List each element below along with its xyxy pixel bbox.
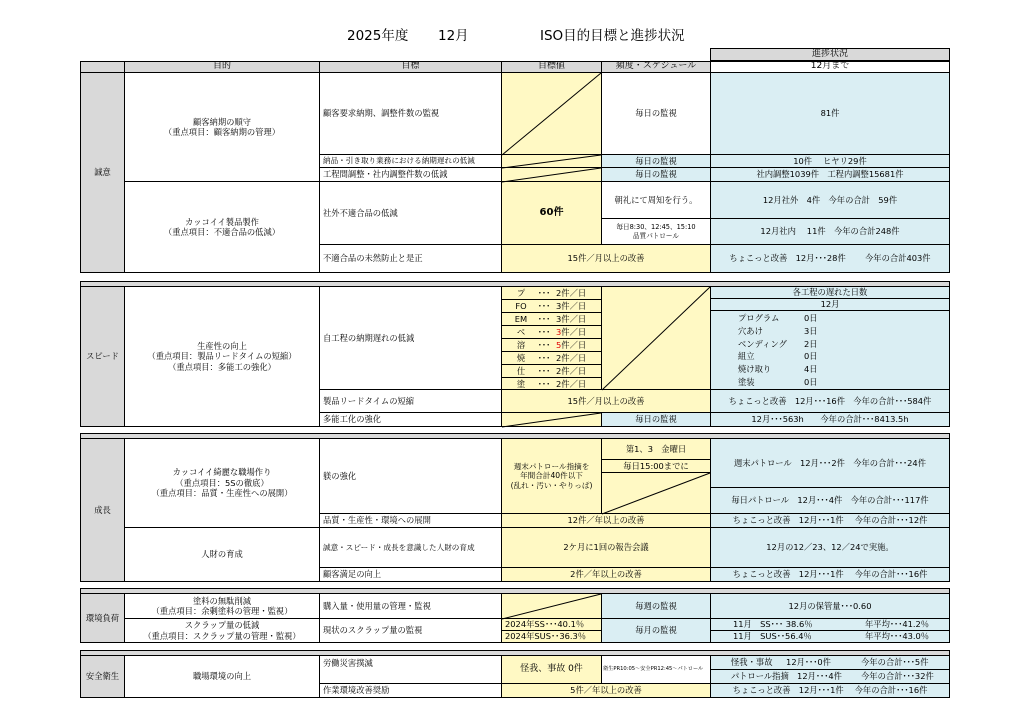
purpose-line: （重点項目：不適合品の低減） [163, 227, 281, 237]
freq-cell: 第1、3 金曜日 [601, 438, 711, 460]
status-cell: 12月社内 11件 今年の合計248件 [710, 218, 950, 245]
purpose-line: （重点項目：余剰塗料の管理・監視） [151, 606, 293, 616]
process-dots: ･･･ [537, 287, 551, 298]
section-label-seicho: 成長 [80, 438, 125, 582]
header-target: 目標 [319, 61, 502, 73]
process-target-unit: 件／日 [561, 365, 587, 376]
process-dots: ･･･ [537, 313, 551, 324]
purpose-delivery [124, 72, 320, 182]
delay-day-row [738, 338, 818, 350]
section-label-anzen: 安全衛生 [80, 655, 125, 698]
value-cell-diagonal [501, 593, 602, 619]
status-cell: 12月･･･563h 今年の合計･･･8413.5h [710, 412, 950, 427]
title-year: 2025年度 [347, 28, 409, 44]
purpose-line: 生産性の向上 [197, 340, 247, 351]
freq-cell: 毎日の監視 [601, 72, 711, 155]
freq-line: 毎日8:30、12:45、15:10 [616, 223, 696, 232]
freq-line: 品質パトロール [633, 231, 679, 240]
section-label-kankyo: 環境負荷 [80, 593, 125, 643]
target-cell: 現状のスクラップ量の監視 [319, 618, 502, 643]
delay-day-row [738, 363, 818, 375]
process-dots: ･･･ [537, 339, 551, 350]
value-cell: 2024年SS･･･40.1％ [501, 618, 602, 631]
purpose-paint [124, 593, 320, 619]
process-target-unit: 件／日 [561, 352, 587, 363]
purpose-line: （重点項目：品質・生産性への展開） [151, 488, 293, 499]
process-target-number: 2 [556, 365, 562, 376]
process-code: ベ [516, 326, 526, 337]
process-code: 焼 [516, 352, 526, 363]
process-target-unit: 件／日 [561, 300, 587, 311]
target-cell: 躾の強化 [319, 438, 502, 514]
value-cell-diagonal [501, 412, 602, 427]
value-cell: 12件／年以上の改善 [501, 513, 711, 528]
freq-cell: 衛生PR10:05～安全PR12:45～パトロール [601, 655, 711, 684]
purpose-line: （重点項目：スクラップ量の管理・監視） [143, 630, 301, 641]
status-part: 今年の合計･･･32件 [861, 671, 934, 682]
purpose-line: カッコイイ製品製作 [185, 216, 259, 227]
value-cell: 15件／月以上の改善 [501, 244, 711, 273]
process-dots: ･･･ [537, 326, 551, 337]
process-name: プログラム [738, 313, 780, 323]
purpose-line: 顧客納期の順守 [192, 116, 252, 127]
status-cell: ちょこっと改善 12月･･･28件 今年の合計403件 [710, 244, 950, 273]
target-cell: 多能工化の強化 [319, 412, 502, 427]
value-cell: 2ケ月に1回の報告会議 [501, 527, 711, 568]
freq-cell: 毎日15:00までに [601, 459, 711, 473]
process-dots: ･･･ [537, 300, 551, 311]
purpose-scrap [124, 618, 320, 643]
status-cell: 12月の保管量･･･0.60 [710, 593, 950, 619]
process-dots: ･･･ [537, 365, 551, 376]
process-code: プ [516, 287, 526, 298]
process-code: 溶 [516, 339, 526, 350]
delay-day-row [738, 350, 818, 362]
delay-days: 0日 [804, 351, 818, 362]
value-cell: 2024年SUS･･36.3％ [501, 630, 602, 643]
status-part: 年平均･･･41.2％ [865, 619, 930, 630]
process-target-number: 3 [556, 326, 562, 337]
purpose-line: （重点項目：製品リードタイムの短縮） [147, 351, 297, 362]
title-month: 12月 [438, 28, 469, 44]
purpose-workplace [124, 438, 320, 528]
process-target-row [501, 351, 602, 365]
delay-days: 4日 [804, 364, 818, 375]
value-line: (乱れ・汚い・やりっぱ) [510, 480, 593, 490]
status-part: 怪我・事故 12月･･･0件 [731, 657, 831, 668]
header-frequency: 頻度・スケジュール [601, 61, 711, 73]
freq-cell: 毎日の監視 [601, 154, 711, 168]
target-cell: 誠意・スピード・成長を意識した人財の育成 [319, 527, 502, 568]
process-target-row [501, 364, 602, 378]
process-code: 仕 [516, 365, 526, 376]
delay-day-row [738, 325, 818, 337]
process-target-number: 3 [556, 300, 562, 311]
section-label-seii: 誠意 [80, 72, 125, 273]
freq-cell: 毎週の監視 [601, 593, 711, 619]
status-part: 今年の合計･･･5件 [861, 657, 929, 668]
section-label-speed: スピード [80, 286, 125, 427]
freq-cell [601, 218, 711, 245]
purpose-quality [124, 181, 320, 273]
value-cell: 60件 [501, 181, 602, 245]
status-cell: 12月の12／23、12／24で実施。 [710, 527, 950, 568]
value-line: 年間合計40件以下 [520, 471, 583, 481]
header-month-to-date: 12月まで [710, 61, 950, 73]
header-purpose: 目的 [124, 61, 320, 73]
purpose-productivity [124, 286, 320, 427]
value-line: 週末パトロール指摘を [513, 461, 590, 471]
status-month: 12月 [710, 298, 950, 311]
freq-cell: 毎日の監視 [601, 167, 711, 182]
target-cell: 社外不適合品の低減 [319, 181, 502, 245]
status-cell [710, 630, 950, 643]
status-cell: 12月社外 4件 今年の合計 59件 [710, 181, 950, 219]
process-target-row [501, 286, 602, 300]
purpose-line: （重点項目：顧客納期の管理） [163, 127, 281, 137]
process-name: ベンディング [738, 338, 787, 349]
progress-header: 進捗状況 [710, 48, 950, 61]
delay-days: 3日 [804, 325, 818, 336]
purpose-line: スクラップ量の低減 [184, 620, 260, 631]
delay-days: 0日 [804, 313, 818, 323]
target-cell: 労働災害撲滅 [319, 655, 502, 684]
target-cell: 不適合品の未然防止と是正 [319, 244, 502, 273]
value-cell: 2件／年以上の改善 [501, 567, 711, 582]
status-cell: ちょこっと改善 12月･･･1件 今年の合計･･･16件 [710, 567, 950, 582]
process-dots: ･･･ [537, 378, 551, 389]
process-dots: ･･･ [537, 352, 551, 363]
value-cell-diagonal [501, 72, 602, 155]
delay-day-row [738, 376, 818, 388]
process-target-number: 2 [556, 287, 562, 298]
process-target-number: 2 [556, 378, 562, 389]
target-cell: 納品・引き取り業務における納期遅れの低減 [319, 154, 502, 168]
process-name: 組立 [738, 351, 755, 362]
purpose-line: カッコイイ綺麗な職場作り [172, 467, 272, 478]
status-cell: 毎日パトロール 12月･･･4件 今年の合計･･･117件 [710, 487, 950, 514]
status-cell: 10件 ヒヤリ29件 [710, 154, 950, 168]
delay-day-row [738, 312, 818, 324]
status-cell [710, 669, 950, 684]
process-code: FO [515, 300, 527, 311]
target-cell: 顧客要求納期、調整件数の監視 [319, 72, 502, 155]
freq-cell-diagonal [601, 286, 711, 390]
process-target-row [501, 338, 602, 352]
purpose-line: （重点項目：多能工の強化） [168, 361, 276, 372]
process-code: 塗 [516, 378, 526, 389]
process-name: 穴あけ [738, 325, 763, 336]
status-cell: 週末パトロール 12月･･･2件 今年の合計･･･24件 [710, 438, 950, 488]
process-target-number: 5 [556, 339, 562, 350]
process-target-row [501, 299, 602, 313]
purpose-line: 塗料の無駄削減 [192, 595, 252, 606]
process-target-row [501, 325, 602, 339]
status-part: 11月 SUS･･56.4％ [733, 631, 812, 642]
status-head: 各工程の遅れた日数 [710, 286, 950, 299]
process-name: 塗装 [738, 377, 755, 387]
freq-cell: 朝礼にて周知を行う。 [601, 181, 711, 219]
target-cell: 購入量・使用量の管理・監視 [319, 593, 502, 619]
target-cell: 自工程の納期遅れの低減 [319, 286, 502, 390]
process-target-unit: 件／日 [561, 287, 587, 298]
process-target-row [501, 312, 602, 326]
freq-cell: 毎月の監視 [601, 618, 711, 643]
process-target-unit: 件／日 [561, 313, 587, 324]
value-cell: 15件／月以上の改善 [501, 389, 711, 413]
process-target-number: 2 [556, 352, 562, 363]
process-target-unit: 件／日 [561, 378, 587, 389]
sheet-title [0, 24, 1024, 44]
target-cell: 作業環境改善奨励 [319, 683, 502, 698]
status-part: 年平均･･･43.0％ [865, 631, 930, 642]
process-target-unit: 件／日 [561, 339, 587, 350]
title-heading: ISO目的目標と進捗状況 [540, 28, 685, 44]
process-target-number: 3 [556, 313, 562, 324]
target-cell: 工程間調整・社内調整件数の低減 [319, 167, 502, 182]
delay-days: 0日 [804, 377, 818, 387]
process-target-unit: 件／日 [561, 326, 587, 337]
value-cell [501, 438, 602, 514]
process-code: EM [514, 313, 528, 324]
status-part: パトロール指摘 12月･･･4件 [731, 671, 842, 682]
purpose-environment: 職場環境の向上 [124, 655, 320, 698]
value-cell-diagonal [501, 167, 602, 182]
target-cell: 品質・生産性・環境への展開 [319, 513, 502, 528]
value-cell: 怪我、事故 0件 [501, 655, 602, 684]
status-part: 11月 SS･･･ 38.6％ [733, 619, 813, 630]
value-cell-diagonal [501, 154, 602, 168]
freq-cell: 毎日の監視 [601, 412, 711, 427]
status-cell [710, 655, 950, 670]
target-cell: 製品リードタイムの短縮 [319, 389, 502, 413]
freq-cell-diagonal [601, 472, 711, 514]
status-cell: ちょこっと改善 12月･･･1件 今年の合計･･･12件 [710, 513, 950, 528]
status-cell: ちょこっと改善 12月･･･16件 今年の合計･･･584件 [710, 389, 950, 413]
purpose-talent: 人財の育成 [124, 527, 320, 582]
process-name: 焼け取り [738, 364, 772, 375]
header-target-value: 目標値 [501, 61, 602, 73]
purpose-line: （重点項目：5Sの徹底） [175, 477, 269, 488]
status-cell: 社内調整1039件 工程内調整15681件 [710, 167, 950, 182]
delay-days: 2日 [804, 338, 818, 349]
status-cell: ちょこっと改善 12月･･･1件 今年の合計･･･16件 [710, 683, 950, 698]
target-cell: 顧客満足の向上 [319, 567, 502, 582]
value-cell: 5件／年以上の改善 [501, 683, 711, 698]
status-cell: 81件 [710, 72, 950, 155]
